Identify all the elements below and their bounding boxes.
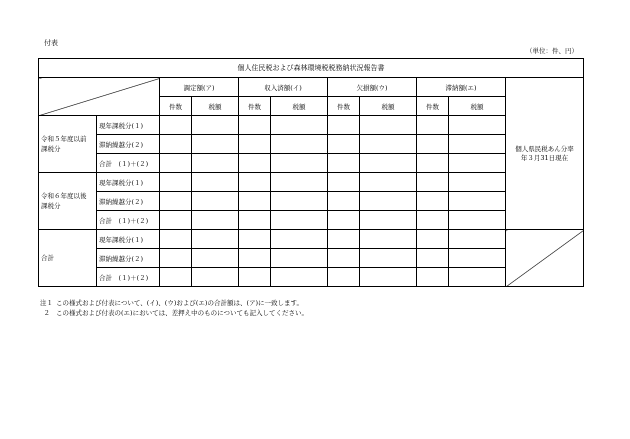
- cell: [360, 192, 417, 211]
- cell: [449, 192, 506, 211]
- appendix-label: 付表: [44, 39, 58, 47]
- col-header-ratio: [506, 78, 584, 230]
- cell: [449, 211, 506, 230]
- cell: [239, 268, 271, 287]
- cell: [192, 249, 239, 268]
- note-1: [40, 298, 308, 308]
- cell: [328, 192, 360, 211]
- table-row: [39, 173, 584, 192]
- col-header-deficit: 欠損額(ウ): [328, 78, 417, 97]
- row-label: 合計 (１)＋(２): [97, 211, 160, 230]
- cell: [449, 116, 506, 135]
- cell: [417, 192, 449, 211]
- table-row: [39, 192, 584, 211]
- cell: [239, 154, 271, 173]
- col-count-1: 件数: [160, 97, 192, 116]
- cell: [192, 192, 239, 211]
- unit-label: （単位：件、円）: [526, 47, 578, 55]
- cell: [160, 249, 192, 268]
- cell: [271, 173, 328, 192]
- group-label: [39, 116, 97, 173]
- cell: [271, 230, 328, 249]
- note-2: [40, 308, 308, 318]
- cell: [328, 268, 360, 287]
- cell: [360, 135, 417, 154]
- cell: [239, 116, 271, 135]
- table-row: [39, 230, 584, 249]
- notes: [40, 298, 308, 318]
- cell: [160, 116, 192, 135]
- table-row: [39, 268, 584, 287]
- row-label: 現年課税分(１): [97, 173, 160, 192]
- cell: [417, 154, 449, 173]
- cell: [449, 135, 506, 154]
- cell: [160, 173, 192, 192]
- cell: [239, 192, 271, 211]
- cell: [328, 116, 360, 135]
- table-row: [39, 154, 584, 173]
- cell: [360, 249, 417, 268]
- cell: [160, 135, 192, 154]
- cell: [239, 249, 271, 268]
- cell: [449, 268, 506, 287]
- cell: [192, 154, 239, 173]
- group-label-text: 令和５年度以前 課税分: [41, 135, 87, 153]
- report-table: [38, 58, 584, 287]
- row-label: 滞納繰越分(２): [97, 192, 160, 211]
- cell: [160, 192, 192, 211]
- note-number: 注１: [40, 299, 53, 307]
- col-amount-1: 税額: [192, 97, 239, 116]
- note-text: この様式および付表について、(イ)、(ウ)および(エ)の合計額は、(ア)に一致します。: [56, 299, 304, 307]
- cell: [192, 230, 239, 249]
- col-count-3: 件数: [328, 97, 360, 116]
- col-header-assessed: 調定額(ア): [160, 78, 239, 97]
- cell: [360, 230, 417, 249]
- group-label-text: 令和６年度以後 課税分: [41, 192, 87, 210]
- cell: [360, 211, 417, 230]
- cell: [271, 135, 328, 154]
- cell: [417, 116, 449, 135]
- group-label: [39, 230, 97, 287]
- cell: [417, 135, 449, 154]
- row-label: 現年課税分(１): [97, 230, 160, 249]
- table-row: [39, 116, 584, 135]
- cell: [328, 173, 360, 192]
- cell: [417, 268, 449, 287]
- cell: [271, 154, 328, 173]
- cell: [271, 249, 328, 268]
- cell: [328, 249, 360, 268]
- cell: [239, 173, 271, 192]
- cell: [328, 230, 360, 249]
- col-header-arrears: 滞納額(エ): [417, 78, 506, 97]
- group-label-text: 合計: [41, 254, 54, 262]
- cell: [417, 211, 449, 230]
- group-label: [39, 173, 97, 230]
- cell: [449, 154, 506, 173]
- row-label: 合計 (１)＋(２): [97, 268, 160, 287]
- cell: [239, 135, 271, 154]
- cell: [328, 135, 360, 154]
- ratio-label: 個人県民税あん分率 年３月31日現在: [515, 144, 574, 162]
- cell: [449, 173, 506, 192]
- ratio-total-diagonal: [506, 230, 584, 287]
- cell: [360, 154, 417, 173]
- cell: [192, 268, 239, 287]
- row-label: 滞納繰越分(２): [97, 249, 160, 268]
- row-label: 滞納繰越分(２): [97, 135, 160, 154]
- cell: [271, 211, 328, 230]
- table-row: [39, 249, 584, 268]
- cell: [239, 211, 271, 230]
- col-amount-4: 税額: [449, 97, 506, 116]
- cell: [192, 116, 239, 135]
- cell: [360, 116, 417, 135]
- col-amount-2: 税額: [271, 97, 328, 116]
- cell: [271, 116, 328, 135]
- table-title: 個人住民税および森林環境税税務納状況報告書: [39, 59, 584, 78]
- cell: [160, 154, 192, 173]
- header-corner-diagonal: [39, 78, 160, 116]
- row-label: 現年課税分(１): [97, 116, 160, 135]
- cell: [192, 135, 239, 154]
- cell: [449, 230, 506, 249]
- cell: [192, 173, 239, 192]
- cell: [271, 192, 328, 211]
- cell: [160, 230, 192, 249]
- cell: [239, 230, 271, 249]
- note-number: ２: [43, 309, 50, 317]
- cell: [417, 230, 449, 249]
- cell: [328, 154, 360, 173]
- col-header-collected: 収入済額(イ): [239, 78, 328, 97]
- cell: [417, 249, 449, 268]
- table-row: [39, 135, 584, 154]
- cell: [271, 268, 328, 287]
- cell: [192, 211, 239, 230]
- cell: [328, 211, 360, 230]
- cell: [360, 268, 417, 287]
- cell: [160, 268, 192, 287]
- cell: [449, 249, 506, 268]
- row-label: 合計 (１)＋(２): [97, 154, 160, 173]
- note-text: この様式および付表の(エ)においては、差押え中のものについても記入してください。: [56, 309, 308, 317]
- cell: [160, 211, 192, 230]
- cell: [417, 173, 449, 192]
- cell: [360, 173, 417, 192]
- col-amount-3: 税額: [360, 97, 417, 116]
- col-count-4: 件数: [417, 97, 449, 116]
- col-count-2: 件数: [239, 97, 271, 116]
- table-row: [39, 211, 584, 230]
